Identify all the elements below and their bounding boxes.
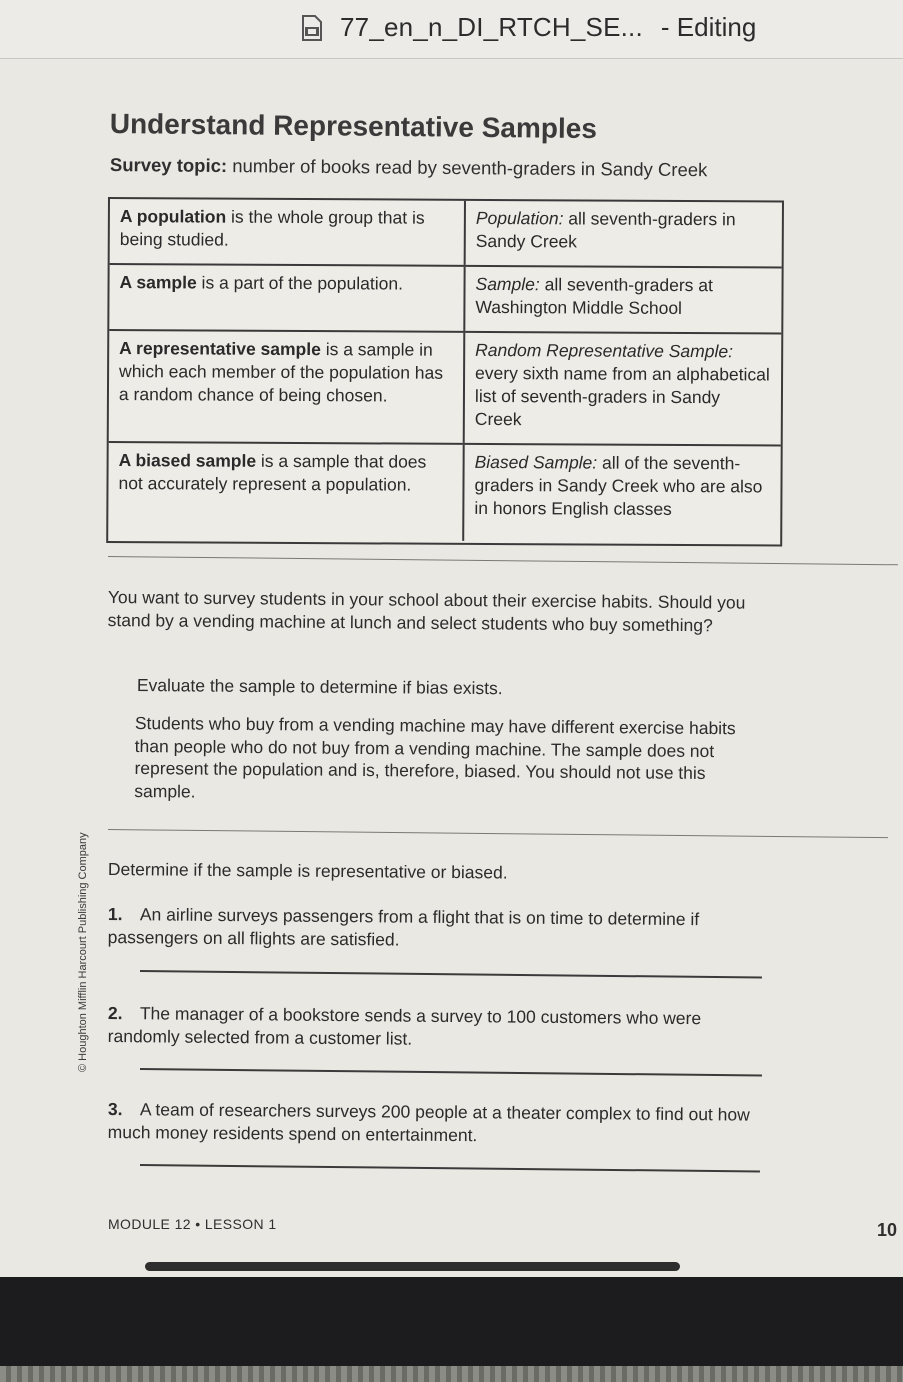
topic-label: Survey topic: [109, 154, 228, 177]
practice-instruction: Determine if the sample is representative or biased. [107, 858, 508, 883]
definitions-table [106, 197, 784, 547]
example-cell: Sample: all seventh-graders at Washington Middle School [475, 273, 713, 319]
example-instruction: Evaluate the sample to determine if bias exists. [136, 674, 503, 699]
practice-question: 2. The manager of a bookstore sends a survey to 100 customers who were randomly selected from a customer list. [107, 1002, 702, 1049]
practice-question: 1. An airline surveys passengers from a flight that is on time to determine if passengers on all flights are satisfied. [107, 903, 700, 950]
definition-cell: A sample is a part of the population. [109, 265, 465, 331]
practice-question: 3. A team of researchers surveys 200 people at a theater complex to find out how much money residents spend on entertainment. [107, 1099, 750, 1145]
table-row [110, 199, 782, 269]
topic-text: number of books read by seventh-graders in Sandy Creek [227, 155, 708, 181]
definition-cell: A biased sample is a sample that does not accurately represent a population. [108, 443, 464, 541]
table-row [109, 265, 781, 335]
definition-cell: A representative sample is a sample in which each member of the population has a random chance of being chosen. [109, 331, 466, 443]
module-lesson-label: MODULE 12 • LESSON 1 [108, 1216, 277, 1232]
document-title[interactable]: 77_en_n_DI_RTCH_SE... [340, 12, 643, 42]
example-question: You want to survey students in your school about their exercise habits. Should you stand by a vending machine at lunch and select students who buy something? [107, 586, 746, 635]
horizontal-scrollbar[interactable] [145, 1262, 680, 1271]
document-icon[interactable] [300, 15, 324, 41]
table-row [108, 443, 780, 543]
definition-cell: A population is the whole group that is being studied. [110, 199, 466, 265]
lesson-heading: Understand Representative Samples [109, 108, 598, 145]
copyright-notice: © Houghton Mifflin Harcourt Publishing Company [77, 832, 89, 1072]
example-cell: Random Representative Sample: every sixth name from an alphabetical list of seventh-graders in Sandy Creek [474, 339, 770, 430]
example-answer: Students who buy from a vending machine may have different exercise habits than people who do not buy from a vending machine. The sample does not represent the population and is, therefore, biased. You should not use this sample. [134, 712, 736, 802]
table-row [109, 331, 782, 447]
editing-status: - Editing [660, 12, 757, 42]
example-cell: Population: all seventh-graders in Sandy Creek [475, 207, 736, 252]
example-cell: Biased Sample: all of the seventh-graders in Sandy Creek who are also in honors English classes [474, 451, 763, 519]
page-number: 10 [877, 1220, 898, 1240]
desk-edge [0, 1366, 903, 1382]
title-bar [0, 0, 903, 59]
